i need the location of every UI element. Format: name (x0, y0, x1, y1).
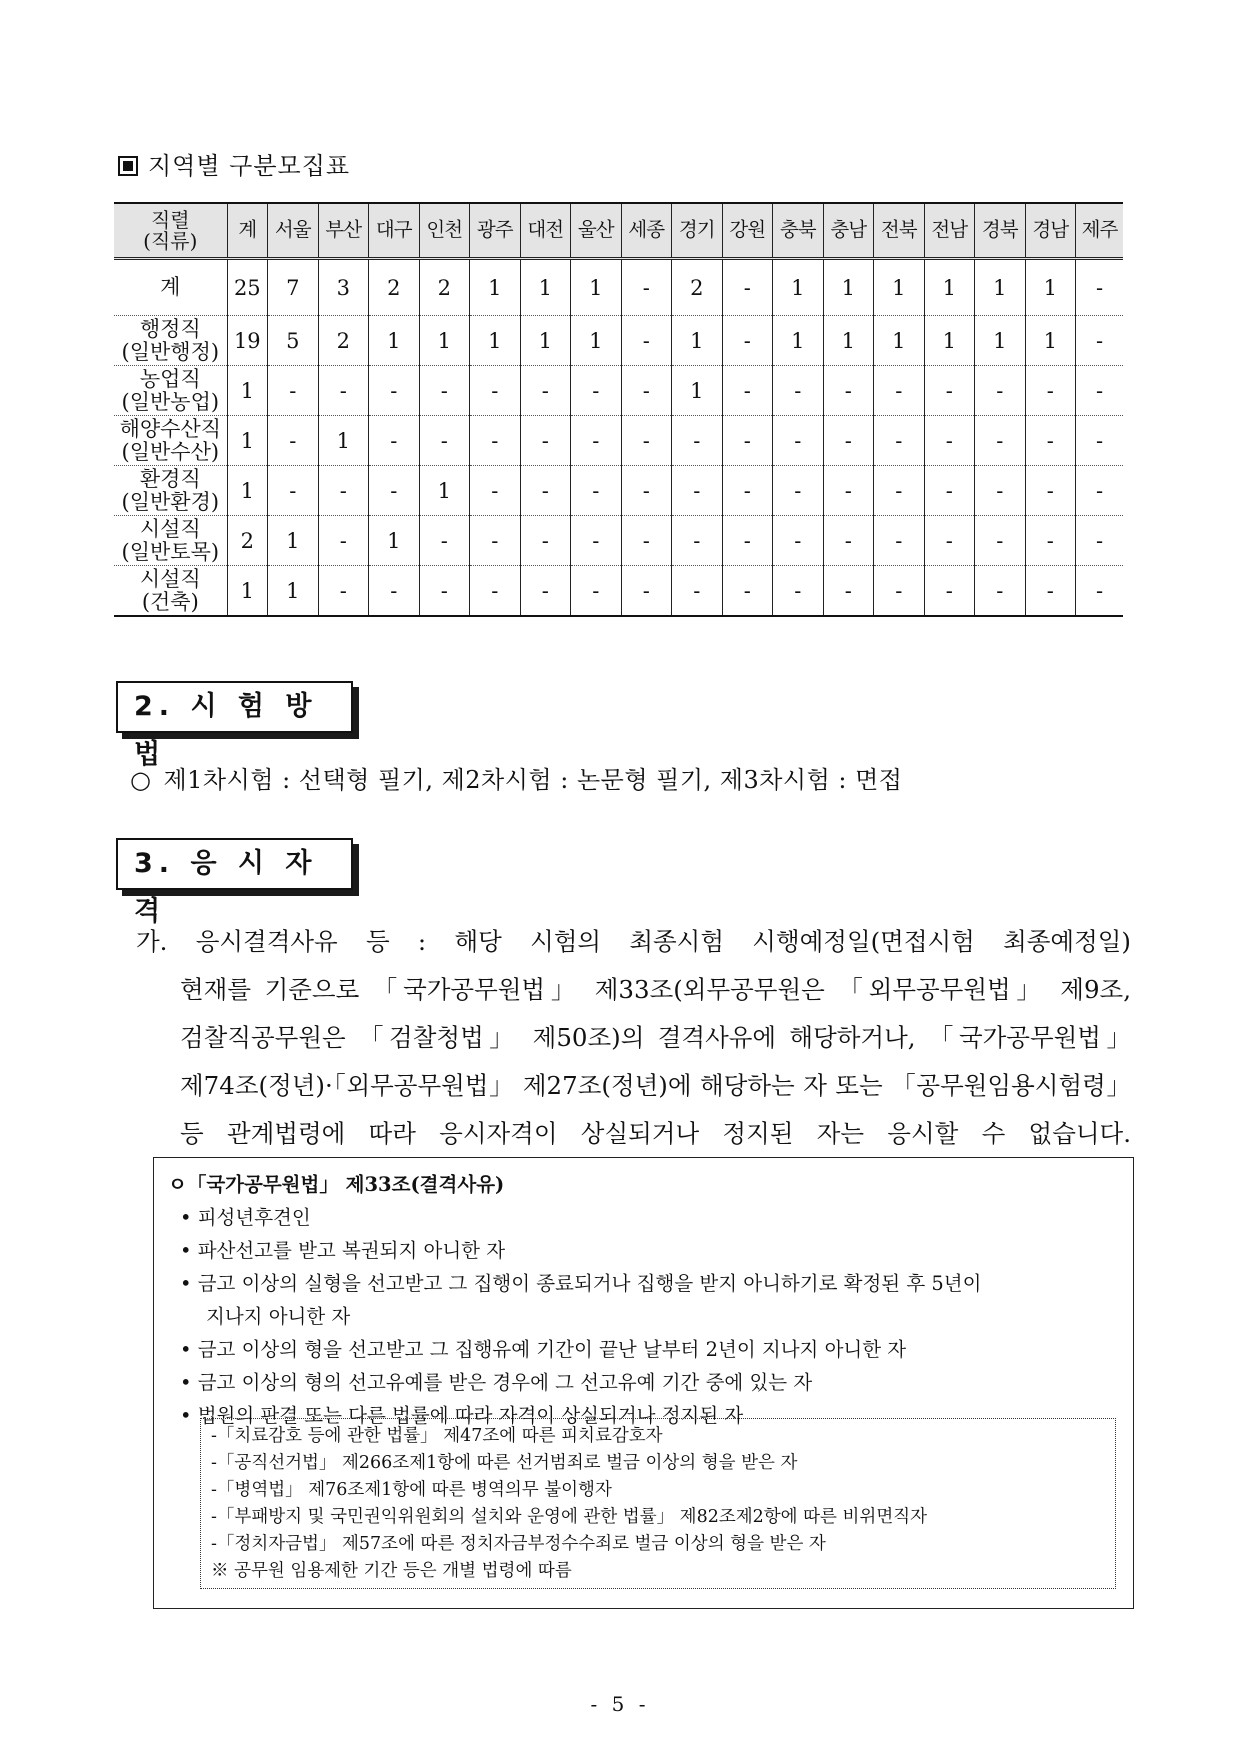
table-cell: - (874, 416, 925, 466)
table-cell: 1 (672, 366, 723, 416)
related-law-item: -「부패방지 및 국민권익위원회의 설치와 운영에 관한 법률」 제82조제2항에 따른 비위면직자 (211, 1507, 928, 1527)
table-cell: 1 (419, 316, 470, 366)
header-col: 제주 (1076, 203, 1124, 259)
row-role-sublabel: (일반환경) (121, 489, 220, 514)
table-cell: 2 (369, 259, 420, 316)
table-title: 지역별 구분모집표 (118, 146, 350, 181)
table-cell: 1 (874, 316, 925, 366)
header-col: 울산 (571, 203, 622, 259)
header-col: 경남 (1025, 203, 1076, 259)
section-heading-eligibility: 3. 응 시 자 격 (116, 838, 353, 890)
table-cell: - (874, 566, 925, 617)
table-cell: - (318, 466, 369, 516)
table-cell: - (722, 566, 773, 617)
header-col: 부산 (318, 203, 369, 259)
table-cell: - (571, 566, 622, 617)
square-bullet-icon (118, 156, 138, 176)
row-role-cell (114, 366, 227, 416)
table-cell: 1 (227, 416, 267, 466)
law-box-item: • 금고 이상의 형을 선고받고 그 집행유예 기간이 끝난 날부터 2년이 지나지 아니한 자 (180, 1338, 907, 1361)
table-cell: 1 (823, 259, 874, 316)
row-role-cell (114, 316, 227, 366)
header-col: 전북 (874, 203, 925, 259)
header-col: 경기 (672, 203, 723, 259)
table-cell: - (1076, 466, 1124, 516)
table-cell: - (1076, 259, 1124, 316)
header-role-sublabel: (직류) (143, 228, 198, 253)
related-law-item: -「정치자금법」 제57조에 따른 정치자금부정수수죄로 벌금 이상의 형을 받은 자 (211, 1534, 826, 1554)
table-cell: - (470, 416, 521, 466)
table-cell: 1 (520, 259, 571, 316)
table-cell: - (621, 366, 672, 416)
table-cell: 7 (268, 259, 319, 316)
table-cell: - (369, 466, 420, 516)
table-cell: 19 (227, 316, 267, 366)
table-cell: - (318, 516, 369, 566)
row-role-label: 시설직 (139, 517, 201, 542)
table-cell: - (722, 366, 773, 416)
table-cell: - (1025, 416, 1076, 466)
table-cell: 1 (227, 366, 267, 416)
table-cell: - (520, 366, 571, 416)
table-cell: 1 (975, 316, 1026, 366)
table-cell: 1 (318, 416, 369, 466)
table-cell: 3 (318, 259, 369, 316)
header-col: 서울 (268, 203, 319, 259)
table-cell: - (722, 416, 773, 466)
table-cell: - (369, 566, 420, 617)
row-role-cell (114, 566, 227, 617)
table-cell: 1 (268, 566, 319, 617)
table-cell: - (874, 466, 925, 516)
table-cell: - (621, 466, 672, 516)
table-cell: 1 (672, 316, 723, 366)
header-col: 강원 (722, 203, 773, 259)
table-cell: - (1025, 566, 1076, 617)
table-cell: - (520, 416, 571, 466)
table-cell: - (369, 416, 420, 466)
table-cell: - (369, 366, 420, 416)
table-cell: 1 (823, 316, 874, 366)
table-cell: - (318, 366, 369, 416)
row-role-cell (114, 516, 227, 566)
table-row (114, 259, 1123, 316)
table-cell: - (1076, 416, 1124, 466)
table-cell: - (823, 516, 874, 566)
page-number: - 5 - (590, 1692, 650, 1716)
table-cell: 1 (975, 259, 1026, 316)
table-row (114, 416, 1123, 466)
header-col: 충남 (823, 203, 874, 259)
table-cell: - (975, 466, 1026, 516)
table-cell: 1 (227, 566, 267, 617)
row-role-label: 해양수산직 (119, 417, 222, 442)
related-law-item: -「병역법」 제76조제1항에 따른 병역의무 불이행자 (211, 1480, 612, 1500)
table-cell: - (520, 516, 571, 566)
eligibility-paragraph (136, 918, 1131, 1158)
table-cell: 1 (369, 316, 420, 366)
law-box-title: ㅇ「국가공무원법」 제33조(결격사유) (168, 1173, 505, 1196)
table-cell: 1 (419, 466, 470, 516)
table-cell: - (672, 516, 723, 566)
table-cell: - (672, 416, 723, 466)
table-cell: - (268, 366, 319, 416)
table-cell: - (621, 259, 672, 316)
row-role-label: 행정직 (139, 317, 201, 342)
table-cell: - (571, 516, 622, 566)
table-cell: - (773, 566, 824, 617)
table-cell: 1 (369, 516, 420, 566)
paragraph-line: 등 관계법령에 따라 응시자격이 상실되거나 정지된 자는 응시할 수 없습니다. (180, 1119, 1131, 1148)
table-cell: - (470, 566, 521, 617)
table-cell: 2 (672, 259, 723, 316)
table-cell: - (419, 366, 470, 416)
table-cell: 1 (773, 259, 824, 316)
header-col: 계 (227, 203, 267, 259)
row-role-cell (114, 416, 227, 466)
table-row (114, 516, 1123, 566)
table-cell: - (470, 516, 521, 566)
table-header-row (114, 203, 1123, 259)
table-row (114, 566, 1123, 617)
table-cell: - (470, 466, 521, 516)
table-cell: - (975, 566, 1026, 617)
row-role-cell (114, 466, 227, 516)
table-cell: - (419, 516, 470, 566)
table-cell: - (1076, 316, 1124, 366)
table-row (114, 316, 1123, 366)
table-cell: 1 (1025, 316, 1076, 366)
table-cell: - (621, 566, 672, 617)
table-row (114, 466, 1123, 516)
row-role-cell (114, 259, 227, 316)
row-role-sublabel: (일반행정) (121, 339, 220, 364)
table-cell: - (520, 566, 571, 617)
table-cell: - (773, 516, 824, 566)
table-cell: 1 (571, 259, 622, 316)
table-cell: - (1076, 566, 1124, 617)
table-cell: - (1076, 516, 1124, 566)
row-role-label: 계 (160, 275, 181, 300)
table-cell: - (571, 366, 622, 416)
header-role-cell (114, 203, 227, 259)
paragraph-line: 제74조(정년)·「외무공무원법」 제27조(정년)에 해당하는 자 또는 「공무원임용시험령」 (180, 1071, 1131, 1100)
table-cell: - (773, 416, 824, 466)
header-col: 인천 (419, 203, 470, 259)
related-law-item: -「치료감호 등에 관한 법률」 제47조에 따른 피치료감호자 (211, 1426, 663, 1446)
row-role-sublabel: (일반농업) (121, 389, 220, 414)
table-cell: 1 (470, 259, 521, 316)
table-cell: - (924, 516, 975, 566)
law-box-item: • 파산선고를 받고 복권되지 아니한 자 (180, 1239, 506, 1262)
table-cell: 1 (520, 316, 571, 366)
law-box-item: • 피성년후견인 (180, 1206, 311, 1229)
table-cell: 2 (227, 516, 267, 566)
table-cell: - (268, 466, 319, 516)
law-box-item: • 법원의 판결 또는 다른 법률에 따라 자격이 상실되거나 정지된 자 (180, 1404, 744, 1427)
table-cell: - (672, 566, 723, 617)
row-role-sublabel: (일반토목) (121, 539, 220, 564)
header-col: 세종 (621, 203, 672, 259)
row-role-label: 환경직 (139, 467, 201, 492)
table-cell: - (722, 466, 773, 516)
related-laws-box (200, 1418, 1116, 1589)
table-cell: - (924, 566, 975, 617)
table-row (114, 366, 1123, 416)
table-cell: - (924, 466, 975, 516)
table-cell: - (773, 366, 824, 416)
table-cell: - (722, 516, 773, 566)
row-role-sublabel: (일반수산) (121, 439, 220, 464)
table-cell: - (924, 416, 975, 466)
table-cell: - (874, 516, 925, 566)
table-cell: 1 (470, 316, 521, 366)
table-cell: - (773, 466, 824, 516)
table-cell: - (722, 259, 773, 316)
table-cell: - (419, 416, 470, 466)
table-cell: - (1076, 366, 1124, 416)
table-cell: - (571, 466, 622, 516)
table-cell: - (268, 416, 319, 466)
header-col: 대구 (369, 203, 420, 259)
header-col: 충북 (773, 203, 824, 259)
table-cell: 1 (268, 516, 319, 566)
law-box-item: • 금고 이상의 실형을 선고받고 그 집행이 종료되거나 집행을 받지 아니하기로 확정된 후 5년이 (180, 1272, 982, 1295)
table-cell: - (621, 416, 672, 466)
table-cell: - (621, 516, 672, 566)
table-cell: - (823, 366, 874, 416)
table-cell: 1 (874, 259, 925, 316)
table-cell: - (470, 366, 521, 416)
table-cell: - (1025, 366, 1076, 416)
table-cell: 1 (571, 316, 622, 366)
table-body (114, 259, 1123, 617)
table-cell: 2 (318, 316, 369, 366)
header-col: 전남 (924, 203, 975, 259)
table-cell: 5 (268, 316, 319, 366)
table-cell: - (975, 416, 1026, 466)
table-cell: 1 (1025, 259, 1076, 316)
table-cell: 2 (419, 259, 470, 316)
table-cell: 1 (773, 316, 824, 366)
header-col: 광주 (470, 203, 521, 259)
header-role-label: 직렬 (150, 207, 190, 232)
header-col: 경북 (975, 203, 1026, 259)
related-law-note: ※ 공무원 임용제한 기간 등은 개별 법령에 따름 (211, 1561, 572, 1581)
section-heading-exam-method: 2. 시 험 방 법 (116, 681, 353, 733)
table-cell: 1 (924, 316, 975, 366)
table-cell: - (318, 566, 369, 617)
table-cell: 1 (924, 259, 975, 316)
paragraph-line: 검찰직공무원은 「검찰청법」 제50조)의 결격사유에 해당하거나, 「국가공무원법」 (180, 1023, 1131, 1052)
row-role-sublabel: (건축) (141, 589, 199, 614)
row-role-label: 농업직 (139, 367, 201, 392)
paragraph-line: 가. 응시결격사유 등 : 해당 시험의 최종시험 시행예정일(면접시험 최종예정일) (136, 927, 1131, 956)
circle-bullet-icon: ○ (130, 766, 152, 794)
table-cell: 25 (227, 259, 267, 316)
table-cell: - (672, 466, 723, 516)
row-role-label: 시설직 (139, 567, 201, 592)
table-cell: - (823, 466, 874, 516)
table-cell: - (975, 516, 1026, 566)
table-cell: - (722, 316, 773, 366)
table-cell: - (1025, 466, 1076, 516)
disqualification-box (153, 1157, 1134, 1609)
table-cell: - (924, 366, 975, 416)
region-recruitment-table (114, 202, 1123, 617)
table-cell: - (419, 566, 470, 617)
exam-method-text: 제1차시험 : 선택형 필기, 제2차시험 : 논문형 필기, 제3차시험 : 면접 (163, 766, 903, 794)
table-cell: - (1025, 516, 1076, 566)
table-cell: - (874, 366, 925, 416)
table-cell: - (621, 316, 672, 366)
paragraph-line: 현재를 기준으로 「국가공무원법」 제33조(외무공무원은 「외무공무원법」 제9조, (180, 975, 1131, 1004)
law-box-item-continued: 지나지 아니한 자 (206, 1305, 351, 1328)
exam-method-line (130, 760, 902, 795)
header-col: 대전 (520, 203, 571, 259)
related-law-item: -「공직선거법」 제266조제1항에 따른 선거범죄로 벌금 이상의 형을 받은 자 (211, 1453, 798, 1473)
table-cell: - (823, 566, 874, 617)
table-cell: - (520, 466, 571, 516)
table-cell: - (823, 416, 874, 466)
table-cell: 1 (227, 466, 267, 516)
law-box-item: • 금고 이상의 형의 선고유예를 받은 경우에 그 선고유예 기간 중에 있는 자 (180, 1371, 813, 1394)
table-cell: - (975, 366, 1026, 416)
table-cell: - (571, 416, 622, 466)
